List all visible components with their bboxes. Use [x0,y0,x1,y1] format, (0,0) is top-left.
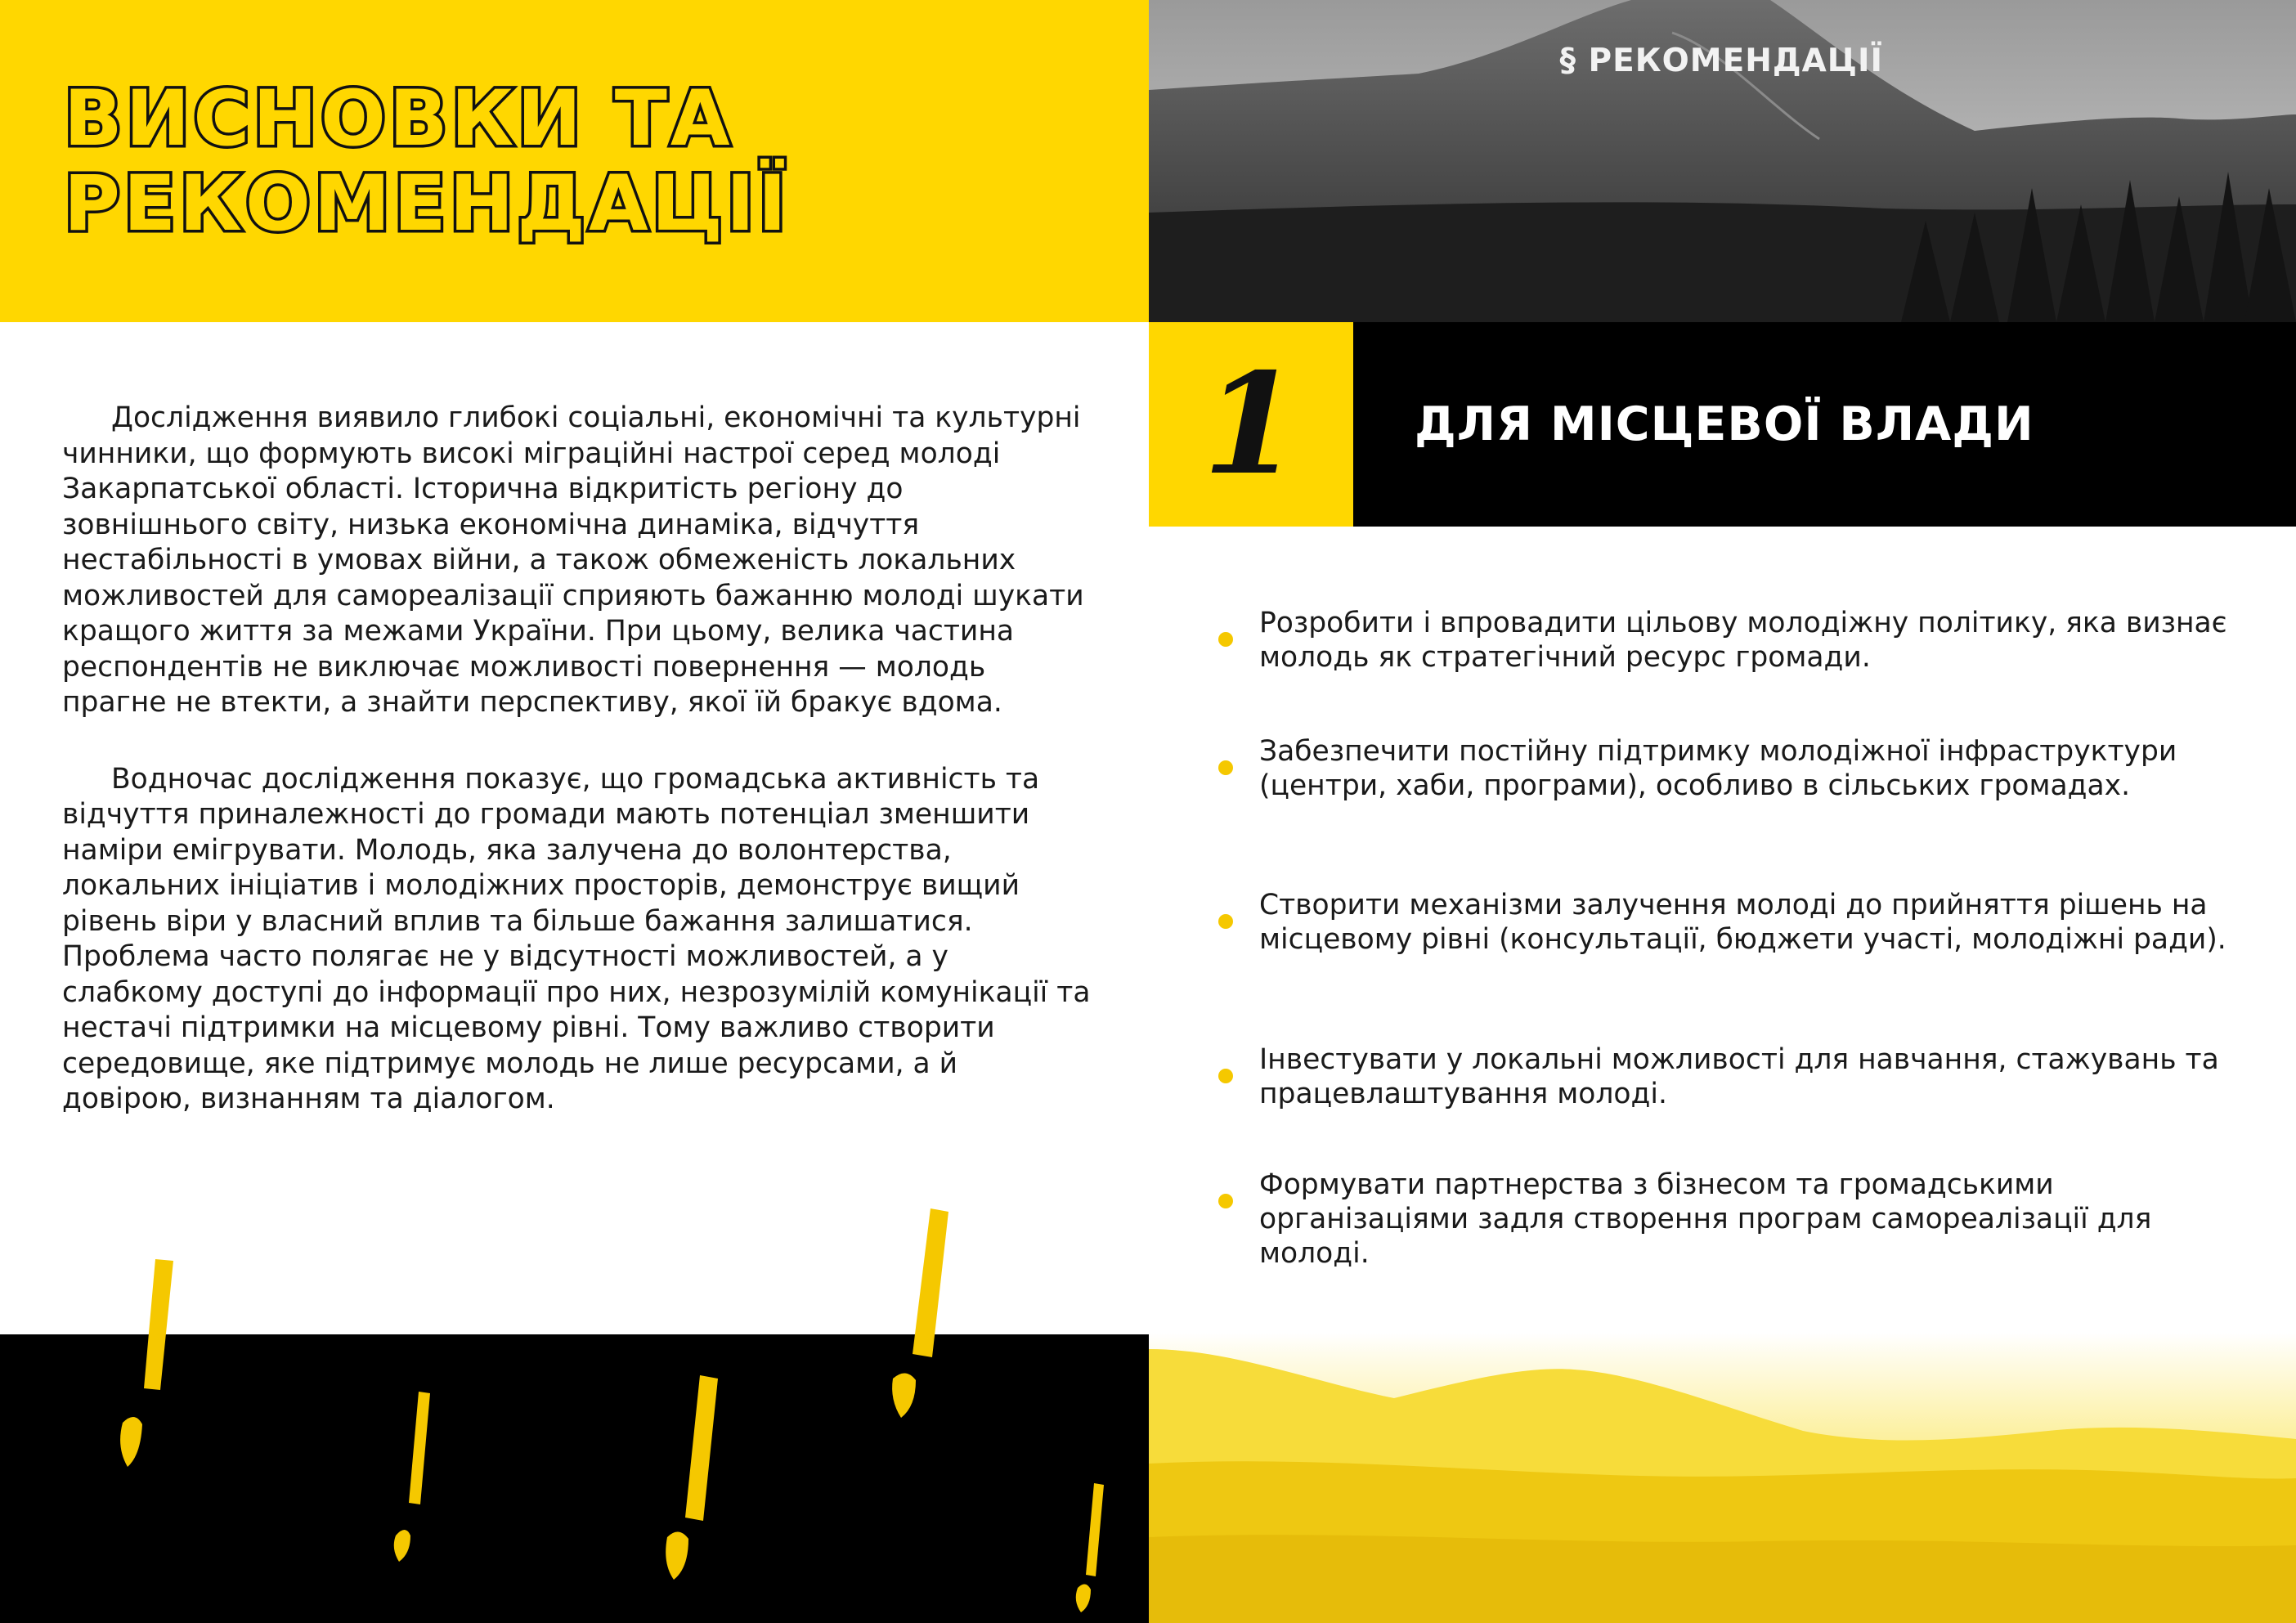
landscape-photo [1149,1333,2296,1623]
list-item [1259,888,2240,957]
page-title: ВИСНОВКИ ТА [64,74,733,164]
list-item [1259,1168,2240,1271]
bullet-dot-icon [1218,632,1233,647]
mountain-photo [1149,0,2296,322]
list-item-text: Розробити і впровадити цільову молодіжну політику, яка визнає молодь як стратегічний ресурс громади. [1259,607,2227,674]
exclamation-dot-icon [394,1530,410,1562]
list-item [1259,606,2240,675]
list-item-text: Формувати партнерства з бізнесом та громадськими організаціями задля створення програм самореалізації для молоді. [1259,1168,2152,1270]
intro-text [62,401,1092,1159]
exclamation-icon [144,1259,173,1390]
landscape-illustration [1149,1333,2296,1623]
recommendation-heading: ДЛЯ МІСЦЕВОЇ ВЛАДИ [1415,397,2034,451]
exclamation-dot-icon [120,1417,142,1467]
intro-paragraph-2: Водночас дослідження показує, що громадська активність та відчуття приналежності до громади мають потенціал зменшити наміри емігрувати. Молодь, яка залучена до волонтерства, локальних ініціатив і молодіжних просторів, демонструє вищий рівень віри у власний вплив та більше бажання залишатися. Проблема часто полягає не у відсутності можливостей, а у слабкому доступі до інформації про них, незрозумілій комунікації та нестачі підтримки на місцевому рівні. Тому важливо створити середовище, яке підтримує молодь не лише ресурсами, а й довірою, визнанням та діалогом. [62,762,1091,1115]
exclamation-icon [913,1208,948,1357]
list-item [1259,734,2240,803]
exclamation-dot-icon [1076,1584,1091,1612]
number-block [1149,322,1353,527]
section-label: § РЕКОМЕНДАЦІЇ [1559,43,1883,79]
recommendation-number: 1 [1202,343,1300,506]
exclamation-icon [685,1375,718,1521]
heading-block [1353,322,2296,527]
exclamation-marks-decoration [0,1186,1149,1623]
bullet-dot-icon [1218,760,1233,775]
page-title-line-2: РЕКОМЕНДАЦІЇ [64,159,790,249]
list-item [1259,1042,2240,1111]
bullet-dot-icon [1218,914,1233,929]
exclamation-icon [1086,1483,1104,1576]
list-item-text: Створити механізми залучення молоді до прийняття рішень на місцевому рівні (консультації, бюджети участі, молодіжні ради). [1259,889,2226,956]
exclamation-icon [409,1392,430,1504]
list-item-text: Інвестувати у локальні можливості для навчання, стажувань та працевлаштування молоді. [1259,1043,2219,1110]
intro-paragraph-1: Дослідження виявило глибокі соціальні, економічні та культурні чинники, що формують високі міграційні настрої серед молоді Закарпатської області. Історична відкритість регіону до зовнішнього світу, низька економічна динаміка, відчуття нестабільності в умовах війни, а також обмеженість локальних можливостей для самореалізації сприяють бажанню молоді шукати кращого життя за межами України. При цьому, велика частина респондентів не виключає можливості повернення — молодь прагне не втекти, а знайти перспективу, якої їй бракує вдома. [62,401,1084,719]
bullet-dot-icon [1218,1069,1233,1083]
exclamation-dot-icon [666,1531,688,1580]
exclamation-dot-icon [892,1373,916,1418]
list-item-text: Забезпечити постійну підтримку молодіжної інфраструктури (центри, хаби, програми), особливо в сільських громадах. [1259,735,2177,802]
bullet-dot-icon [1218,1194,1233,1208]
